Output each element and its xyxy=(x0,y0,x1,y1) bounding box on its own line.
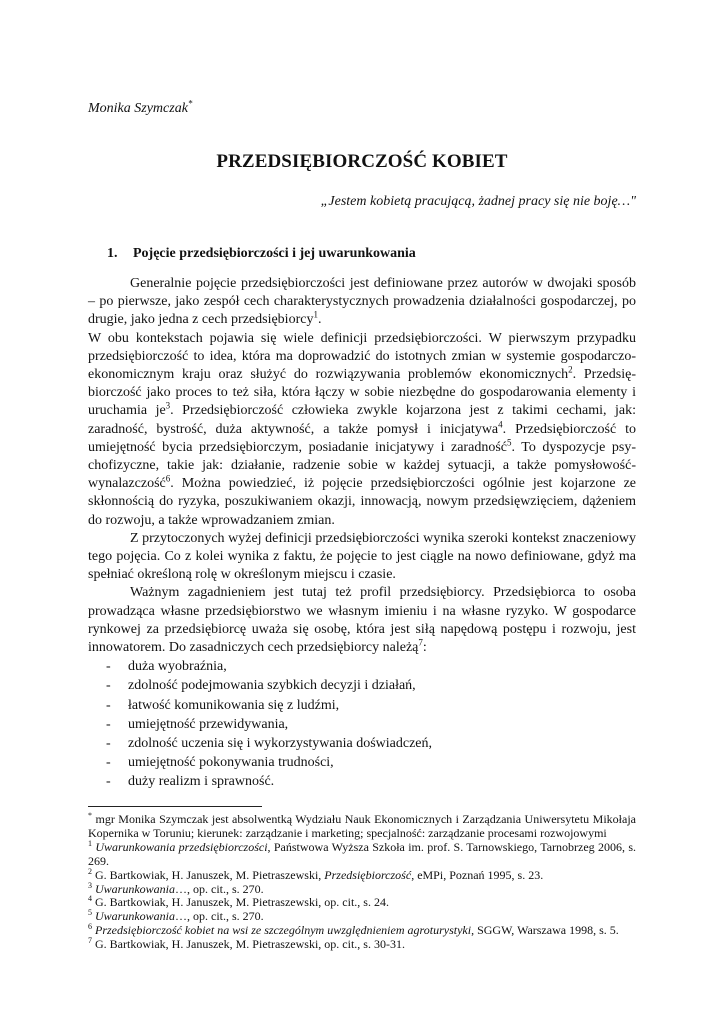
list-item xyxy=(88,772,636,791)
list-item-text: zdolność podejmowania szybkich decyzji i działań, xyxy=(128,678,416,694)
footnote-7 xyxy=(88,938,636,952)
author-name: Monika Szymczak xyxy=(88,101,188,116)
list-dash: - xyxy=(106,678,111,694)
paragraph-1 xyxy=(88,275,636,330)
footnote-mark: 1 xyxy=(88,838,92,848)
footnote-source-title: Uwarunkowania przedsiębiorczości xyxy=(95,839,268,854)
footnote-ref-2: 2 xyxy=(568,364,573,375)
list-item xyxy=(88,715,636,734)
list-dash: - xyxy=(106,659,111,675)
footnote-ref-5: 5 xyxy=(506,437,512,448)
paragraph-4 xyxy=(88,584,636,657)
footnote-mark: 2 xyxy=(88,866,92,876)
footnote-text: G. Bartkowiak, H. Januszek, M. Pietraszewski, xyxy=(92,867,325,882)
paragraph-2-text-f: . Można powiedzieć, iż pojęcie przedsiębiorczości ogólnie jest kojarzone ze skłonnością do ryzyka, poszukiwaniem okazji, innowacją, nowym przedsięwzięciem, dążeniem do rozwoju, a także wprowadzaniem zmian. xyxy=(88,476,636,528)
list-item-text: umiejętność przewidywania, xyxy=(128,716,289,732)
footnote-text: …, op. cit., s. 270. xyxy=(175,909,264,924)
footnotes-block xyxy=(88,813,636,952)
footnote-text: mgr Monika Szymczak jest absolwentką Wydziału Nauk Ekonomicznych i Zarządzania Uniwersytetu Mikołaja Kopernika w Toruniu; kierunek: zarządzanie i marketing; specjalność: zarządzanie procesami rozwojowymi xyxy=(88,812,636,840)
footnote-mark: 6 xyxy=(88,922,92,932)
paragraph-1-text: Generalnie pojęcie przedsiębiorczości jest definiowane przez autorów w dwojaki sposób – po pierwsze, jako zespół cech charakterystycznych prowadzenia działalności gospodarczej, po drugie, jako jedna z cech przedsiębiorcy xyxy=(88,276,636,328)
footnote-text: , SGGW, Warszawa 1998, s. 5. xyxy=(471,923,619,938)
paragraph-3: Z przytoczonych wyżej definicji przedsiębiorczości wynika szeroki kontekst znaczeniowy tego pojęcia. Co z kolei wynika z faktu, że pojęcie to jest ciągle na nowo definiowane, gdyż ma spełniać określoną rolę w określonym miejscu i czasie. xyxy=(88,530,636,583)
footnote-text: , Państwowa Wyższa Szkoła im. prof. S. Tarnowskiego, Tarnobrzeg 2006, s. 269. xyxy=(88,839,637,868)
list-item xyxy=(88,734,636,753)
list-dash: - xyxy=(106,736,111,752)
list-item-text: duża wyobraźnia, xyxy=(128,659,227,675)
paragraph-1-end: . xyxy=(317,312,322,328)
paragraph-2-text-d: . Przedsiębiorczość to umiejętność bycia przedsiębiorczym, posiadanie inicjatywy i zaradność xyxy=(88,421,636,455)
footnote-source-title: Przedsiębiorczość xyxy=(324,867,412,882)
author-footnote-mark: * xyxy=(187,98,193,109)
footnote-text: G. Bartkowiak, H. Januszek, M. Pietraszewski, op. cit., s. 24. xyxy=(92,895,389,910)
paragraph-4-text: Ważnym zagadnieniem jest tutaj też profil przedsiębiorcy. Przedsiębiorca to osoba prowadząca własne przedsiębiorstwo we własnym imieniu i na własne ryzyko. W gospodarce rynkowej za przedsiębiorcę uważa się osobę, która jest siłą napędową postępu i rozwoju, jest innowatorem. Do zasadniczych cech przedsiębiorcy należą xyxy=(88,585,636,656)
article-title: PRZEDSIĘBIORCZOŚĆ KOBIET xyxy=(216,151,508,172)
paragraph-2-text-b: . Przedsiębiorczość jako proces to też siła, która łączy w sobie niezbędne do gospodarowania elementy i uruchamia je xyxy=(88,367,636,419)
list-item xyxy=(88,676,636,695)
footnote-mark: 5 xyxy=(88,908,92,918)
list-dash: - xyxy=(106,716,111,732)
footnote-source-title: Uwarunkowania xyxy=(95,909,176,924)
footnote-author xyxy=(88,813,636,841)
section-title: Pojęcie przedsiębiorczości i jej uwarunkowania xyxy=(133,246,416,261)
list-dash: - xyxy=(106,774,111,790)
footnote-text: G. Bartkowiak, H. Januszek, M. Pietraszewski, op. cit., s. 30-31. xyxy=(92,937,405,952)
paragraph-2-text-e: . To dyspozycje psychofizyczne, takie jak: działanie, radzenie sobie w każdej sytuacji, a także pomysłowość-wynalazczość xyxy=(88,439,636,492)
footnote-ref-6: 6 xyxy=(165,473,171,484)
footnote-mark: * xyxy=(88,811,92,820)
footnote-source-title: Przedsiębiorczość kobiet na wsi ze szczególnym uwzględnieniem agroturystyki xyxy=(95,923,472,938)
footnote-source-title: Uwarunkowania xyxy=(95,881,176,896)
section-number: 1. xyxy=(107,246,118,261)
paragraph-2 xyxy=(88,330,636,530)
paragraph-2-text-a: W obu kontekstach pojawia się wiele definicji przedsiębiorczości. W pierwszym przypadku przedsiębiorczość to idea, która ma doprowadzić do istotnych zmian w systemie gospodarczo-ekonomicznym kraju oraz służyć do rozwiązywania problemów ekonomicznych xyxy=(88,330,636,383)
list-item-text: zdolność uczenia się i wykorzystywania doświadczeń, xyxy=(128,736,433,752)
footnote-divider xyxy=(88,806,262,807)
footnote-text: …, op. cit., s. 270. xyxy=(175,881,264,896)
footnote-1 xyxy=(88,838,637,869)
footnote-ref-7: 7 xyxy=(418,637,423,648)
list-item xyxy=(88,657,636,676)
footnote-ref-3: 3 xyxy=(165,400,171,411)
footnote-text: , eMPi, Poznań 1995, s. 23. xyxy=(411,867,544,882)
paragraph-2-text-c: . Przedsiębiorczość człowieka zwykle kojarzona jest z takimi cechami, jak: zaradność, bystrość, duża aktywność, a także pomysł i inicjatywa xyxy=(88,403,636,437)
list-item-text: umiejętność pokonywania trudności, xyxy=(128,755,334,771)
list-item xyxy=(88,753,636,772)
footnote-ref-1: 1 xyxy=(313,309,318,320)
list-item-text: łatwość komunikowania się z ludźmi, xyxy=(128,697,340,713)
footnote-mark: 4 xyxy=(88,894,92,904)
author-line xyxy=(88,98,193,117)
paragraph-4-end: : xyxy=(422,640,427,656)
section-heading xyxy=(107,245,416,262)
footnote-mark: 7 xyxy=(88,936,92,946)
list-item-text: duży realizm i sprawność. xyxy=(128,774,275,790)
footnote-ref-4: 4 xyxy=(498,418,503,429)
list-dash: - xyxy=(106,697,111,713)
traits-list xyxy=(88,657,636,791)
article-body xyxy=(88,275,636,792)
list-dash: - xyxy=(106,755,111,771)
list-item xyxy=(88,696,636,715)
footnote-mark: 3 xyxy=(88,880,92,890)
motto-quote: „Jestem kobietą pracującą, żadnej pracy się nie boję…" xyxy=(320,194,636,209)
footnote-2 xyxy=(88,866,636,883)
